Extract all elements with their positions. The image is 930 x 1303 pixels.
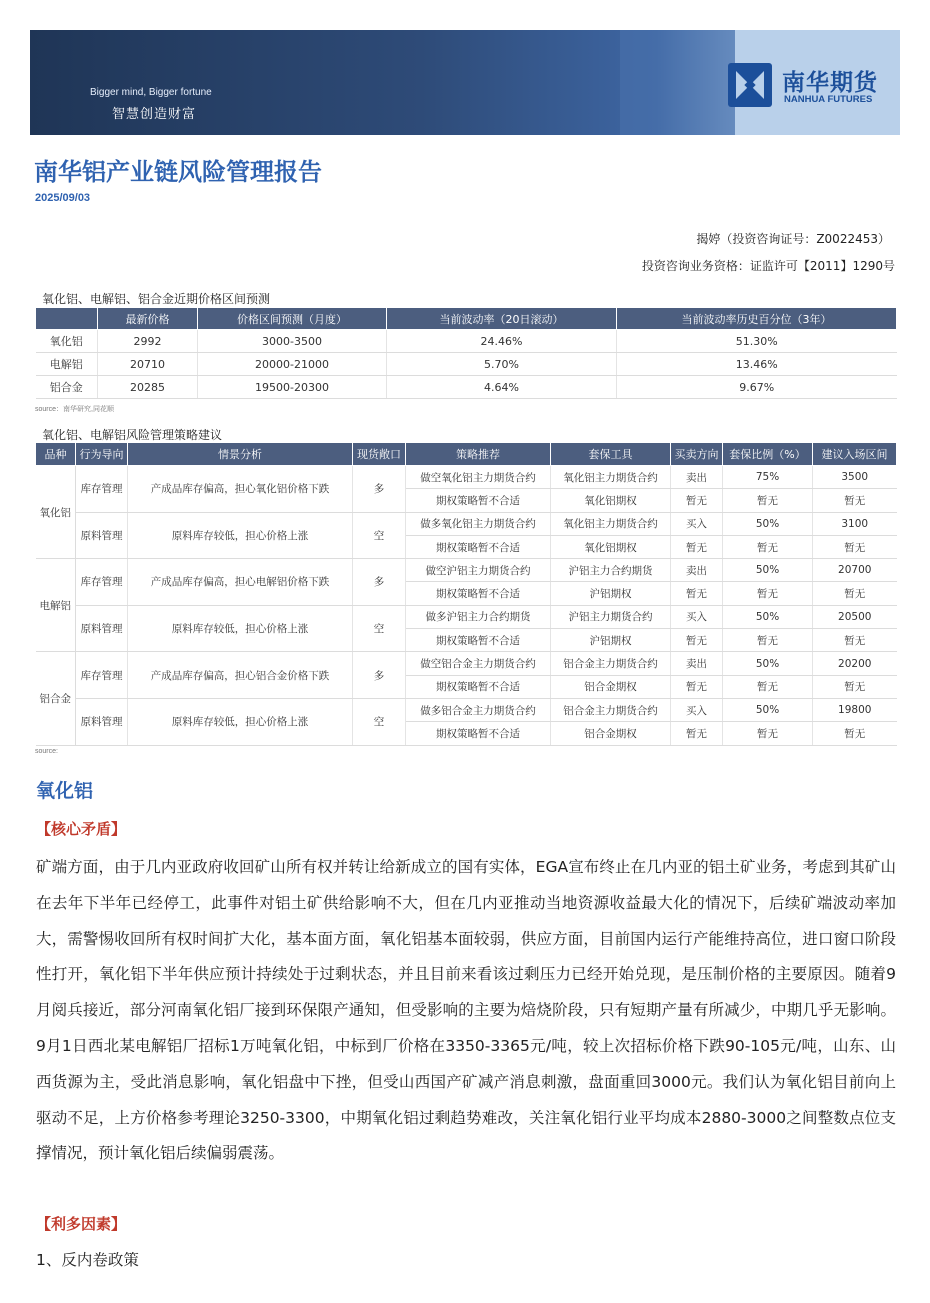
table-cell: 买入 xyxy=(671,698,723,721)
table-cell: 铝合金期权 xyxy=(551,722,671,745)
table-cell: 24.46% xyxy=(387,330,617,353)
product-cell: 氧化铝 xyxy=(36,466,76,559)
bullish-item-1: 1、反内卷政策 xyxy=(36,1251,139,1269)
section-heading: 氧化铝 xyxy=(36,780,94,802)
table-header-cell: 策略推荐 xyxy=(406,443,551,466)
table-cell: 暂无 xyxy=(813,675,897,698)
behavior-cell: 库存管理 xyxy=(76,652,128,699)
table-cell: 暂无 xyxy=(813,535,897,558)
table-cell: 50% xyxy=(723,605,813,628)
core-contradiction-text: 矿端方面，由于几内亚政府收回矿山所有权并转让给新成立的国有实体，EGA宣布终止在几内亚的铝土矿业务，考虑到其矿山在去年下半年已经停工，此事件对铝土矿供给影响不大，但在几内亚推动当地资源收益最大化的情况下，后续矿端波动率加大，需警惕收回所有权时间扩大化，基本面方面，氧化铝基本面较弱，供应方面，目前国内运行产能维持高位，进口窗口阶段性打开，氧化铝下半年供应预计持续处于过剩状态，并且目前来看该过剩压力已经开始兑现，是压制价格的主要原因。随着9月阅兵接近，部分河南氧化铝厂接到环保限产通知，但受影响的主要为焙烧阶段，只有短期产量有所减少，中期几乎无影响。9月1日西北某电解铝厂招标1万吨氧化铝，中标到厂价格在3350-3365元/吨，较上次招标价格下跌90-105元/吨，山东、山西货源为主，受此消息影响，氧化铝盘中下挫，但受山西国产矿减产消息刺激，盘面重回3000元。我们认为氧化铝目前向上驱动不足，上方价格参考理论3250-3300，中期氧化铝过剩趋势难改，关注氧化铝行业平均成本2880-3000之间整数点位支撑情况，预计氧化铝后续偏弱震荡。 xyxy=(36,858,896,1163)
table-cell: 20285 xyxy=(98,376,198,399)
product-cell: 电解铝 xyxy=(36,559,76,652)
report-author: 揭婷（投资咨询证号：Z0022453） xyxy=(696,232,890,246)
table-cell: 期权策略暂不合适 xyxy=(406,582,551,605)
table-cell: 做空沪铝主力期货合约 xyxy=(406,559,551,582)
table-cell: 暂无 xyxy=(671,489,723,512)
behavior-cell: 库存管理 xyxy=(76,466,128,513)
table-cell: 做多沪铝主力合约期货 xyxy=(406,605,551,628)
table-cell: 氧化铝期权 xyxy=(551,535,671,558)
table-row xyxy=(36,376,897,399)
table-cell: 氧化铝期权 xyxy=(551,489,671,512)
table-cell: 2992 xyxy=(98,330,198,353)
table-cell: 期权策略暂不合适 xyxy=(406,629,551,652)
behavior-cell: 原料管理 xyxy=(76,698,128,745)
table1-source: source：南华研究,同花顺 xyxy=(35,406,114,413)
table-cell: 暂无 xyxy=(723,629,813,652)
exposure-cell: 空 xyxy=(353,512,406,559)
report-title: 南华铝产业链风险管理报告 xyxy=(34,158,322,186)
table-header-cell: 建议入场区间 xyxy=(813,443,897,466)
report-date: 2025/09/03 xyxy=(35,192,91,204)
table-cell: 做多氧化铝主力期货合约 xyxy=(406,512,551,535)
table-cell: 暂无 xyxy=(813,582,897,605)
table-cell: 做多铝合金主力期货合约 xyxy=(406,698,551,721)
table-cell: 氧化铝主力期货合约 xyxy=(551,512,671,535)
behavior-cell: 原料管理 xyxy=(76,605,128,652)
scenario-cell: 原料库存较低，担心价格上涨 xyxy=(128,512,353,559)
table-header-cell: 套保比例（%） xyxy=(723,443,813,466)
table-cell: 暂无 xyxy=(723,722,813,745)
table-header-cell: 行为导向 xyxy=(76,443,128,466)
table-row xyxy=(36,652,897,675)
nanhua-logo-icon xyxy=(726,61,774,109)
table-cell: 5.70% xyxy=(387,353,617,376)
table-row xyxy=(36,512,897,535)
exposure-cell: 空 xyxy=(353,698,406,745)
table-cell: 50% xyxy=(723,698,813,721)
table-cell: 期权策略暂不合适 xyxy=(406,722,551,745)
table-cell: 铝合金主力期货合约 xyxy=(551,652,671,675)
table-cell: 电解铝 xyxy=(36,353,98,376)
table-cell: 50% xyxy=(723,559,813,582)
table-cell: 卖出 xyxy=(671,559,723,582)
table-cell: 铝合金主力期货合约 xyxy=(551,698,671,721)
table-header-cell: 价格区间预测（月度） xyxy=(198,308,387,330)
exposure-cell: 空 xyxy=(353,605,406,652)
table-row xyxy=(36,605,897,628)
table-cell: 暂无 xyxy=(813,722,897,745)
nanhua-logo xyxy=(726,61,896,111)
table-header-cell: 品种 xyxy=(36,443,76,466)
table-header-cell: 套保工具 xyxy=(551,443,671,466)
table-cell: 3100 xyxy=(813,512,897,535)
exposure-cell: 多 xyxy=(353,652,406,699)
scenario-cell: 原料库存较低，担心价格上涨 xyxy=(128,698,353,745)
table-cell: 暂无 xyxy=(671,535,723,558)
table-cell: 20700 xyxy=(813,559,897,582)
table-cell: 期权策略暂不合适 xyxy=(406,489,551,512)
header-banner xyxy=(30,30,900,135)
table-header-row xyxy=(36,308,897,330)
table-row xyxy=(36,353,897,376)
logo-text-cn: 南华期货 xyxy=(782,70,878,96)
table-header-cell: 买卖方向 xyxy=(671,443,723,466)
behavior-cell: 原料管理 xyxy=(76,512,128,559)
scenario-cell: 产成品库存偏高，担心氧化铝价格下跌 xyxy=(128,466,353,513)
table-cell: 铝合金 xyxy=(36,376,98,399)
table-cell: 期权策略暂不合适 xyxy=(406,675,551,698)
scenario-cell: 产成品库存偏高，担心电解铝价格下跌 xyxy=(128,559,353,606)
table-cell: 3000-3500 xyxy=(198,330,387,353)
table-cell: 4.64% xyxy=(387,376,617,399)
table-cell: 暂无 xyxy=(671,582,723,605)
scenario-cell: 产成品库存偏高，担心铝合金价格下跌 xyxy=(128,652,353,699)
table-cell: 铝合金期权 xyxy=(551,675,671,698)
table-cell: 沪铝期权 xyxy=(551,629,671,652)
table-cell: 卖出 xyxy=(671,466,723,489)
logo-text-en: NANHUA FUTURES xyxy=(784,94,873,105)
table-cell: 买入 xyxy=(671,605,723,628)
table-header-row xyxy=(36,443,897,466)
table-cell: 13.46% xyxy=(617,353,897,376)
strategy-table xyxy=(35,442,897,746)
table-cell: 20000-21000 xyxy=(198,353,387,376)
table-cell: 做空铝合金主力期货合约 xyxy=(406,652,551,675)
table-cell: 氧化铝主力期货合约 xyxy=(551,466,671,489)
table-cell: 50% xyxy=(723,512,813,535)
behavior-cell: 库存管理 xyxy=(76,559,128,606)
price-forecast-table xyxy=(35,307,897,399)
table-row xyxy=(36,330,897,353)
table-header-cell: 当前波动率历史百分位（3年） xyxy=(617,308,897,330)
table-cell: 51.30% xyxy=(617,330,897,353)
table-cell: 暂无 xyxy=(813,629,897,652)
table-cell: 暂无 xyxy=(671,675,723,698)
table-cell: 暂无 xyxy=(723,489,813,512)
table-cell: 买入 xyxy=(671,512,723,535)
banner-stripe xyxy=(620,30,735,135)
table-cell: 3500 xyxy=(813,466,897,489)
table-header-cell xyxy=(36,308,98,330)
table-cell: 期权策略暂不合适 xyxy=(406,535,551,558)
table-header-cell: 当前波动率（20日滚动） xyxy=(387,308,617,330)
exposure-cell: 多 xyxy=(353,559,406,606)
table-header-cell: 情景分析 xyxy=(128,443,353,466)
table-cell: 做空氧化铝主力期货合约 xyxy=(406,466,551,489)
table-cell: 暂无 xyxy=(671,722,723,745)
table-cell: 9.67% xyxy=(617,376,897,399)
table2-caption: 氧化铝、电解铝风险管理策略建议 xyxy=(42,428,223,442)
table-cell: 暂无 xyxy=(723,582,813,605)
table1-caption: 氧化铝、电解铝、铝合金近期价格区间预测 xyxy=(42,292,271,306)
slogan-chinese: 智慧创造财富 xyxy=(112,107,197,122)
table-cell: 暂无 xyxy=(723,535,813,558)
table-cell: 50% xyxy=(723,652,813,675)
table-row xyxy=(36,559,897,582)
table-cell: 暂无 xyxy=(723,675,813,698)
table-cell: 沪铝主力合约期货 xyxy=(551,559,671,582)
table-cell: 暂无 xyxy=(671,629,723,652)
product-cell: 铝合金 xyxy=(36,652,76,745)
table-row xyxy=(36,698,897,721)
table-cell: 沪铝主力期货合约 xyxy=(551,605,671,628)
table-cell: 75% xyxy=(723,466,813,489)
table-row xyxy=(36,466,897,489)
table2-source: source: xyxy=(35,748,58,755)
table-header-cell: 现货敞口 xyxy=(353,443,406,466)
table-header-cell: 最新价格 xyxy=(98,308,198,330)
table-cell: 暂无 xyxy=(813,489,897,512)
report-license: 投资咨询业务资格：证监许可【2011】1290号 xyxy=(641,259,895,273)
table-cell: 20200 xyxy=(813,652,897,675)
core-contradiction-label: 【核心矛盾】 xyxy=(36,820,127,838)
bullish-factors-label: 【利多因素】 xyxy=(36,1215,127,1233)
exposure-cell: 多 xyxy=(353,466,406,513)
scenario-cell: 原料库存较低，担心价格上涨 xyxy=(128,605,353,652)
table-cell: 沪铝期权 xyxy=(551,582,671,605)
slogan-english: Bigger mind, Bigger fortune xyxy=(90,87,212,98)
table-cell: 卖出 xyxy=(671,652,723,675)
table-cell: 20500 xyxy=(813,605,897,628)
table-cell: 氧化铝 xyxy=(36,330,98,353)
table-cell: 19500-20300 xyxy=(198,376,387,399)
table-cell: 20710 xyxy=(98,353,198,376)
table-cell: 19800 xyxy=(813,698,897,721)
